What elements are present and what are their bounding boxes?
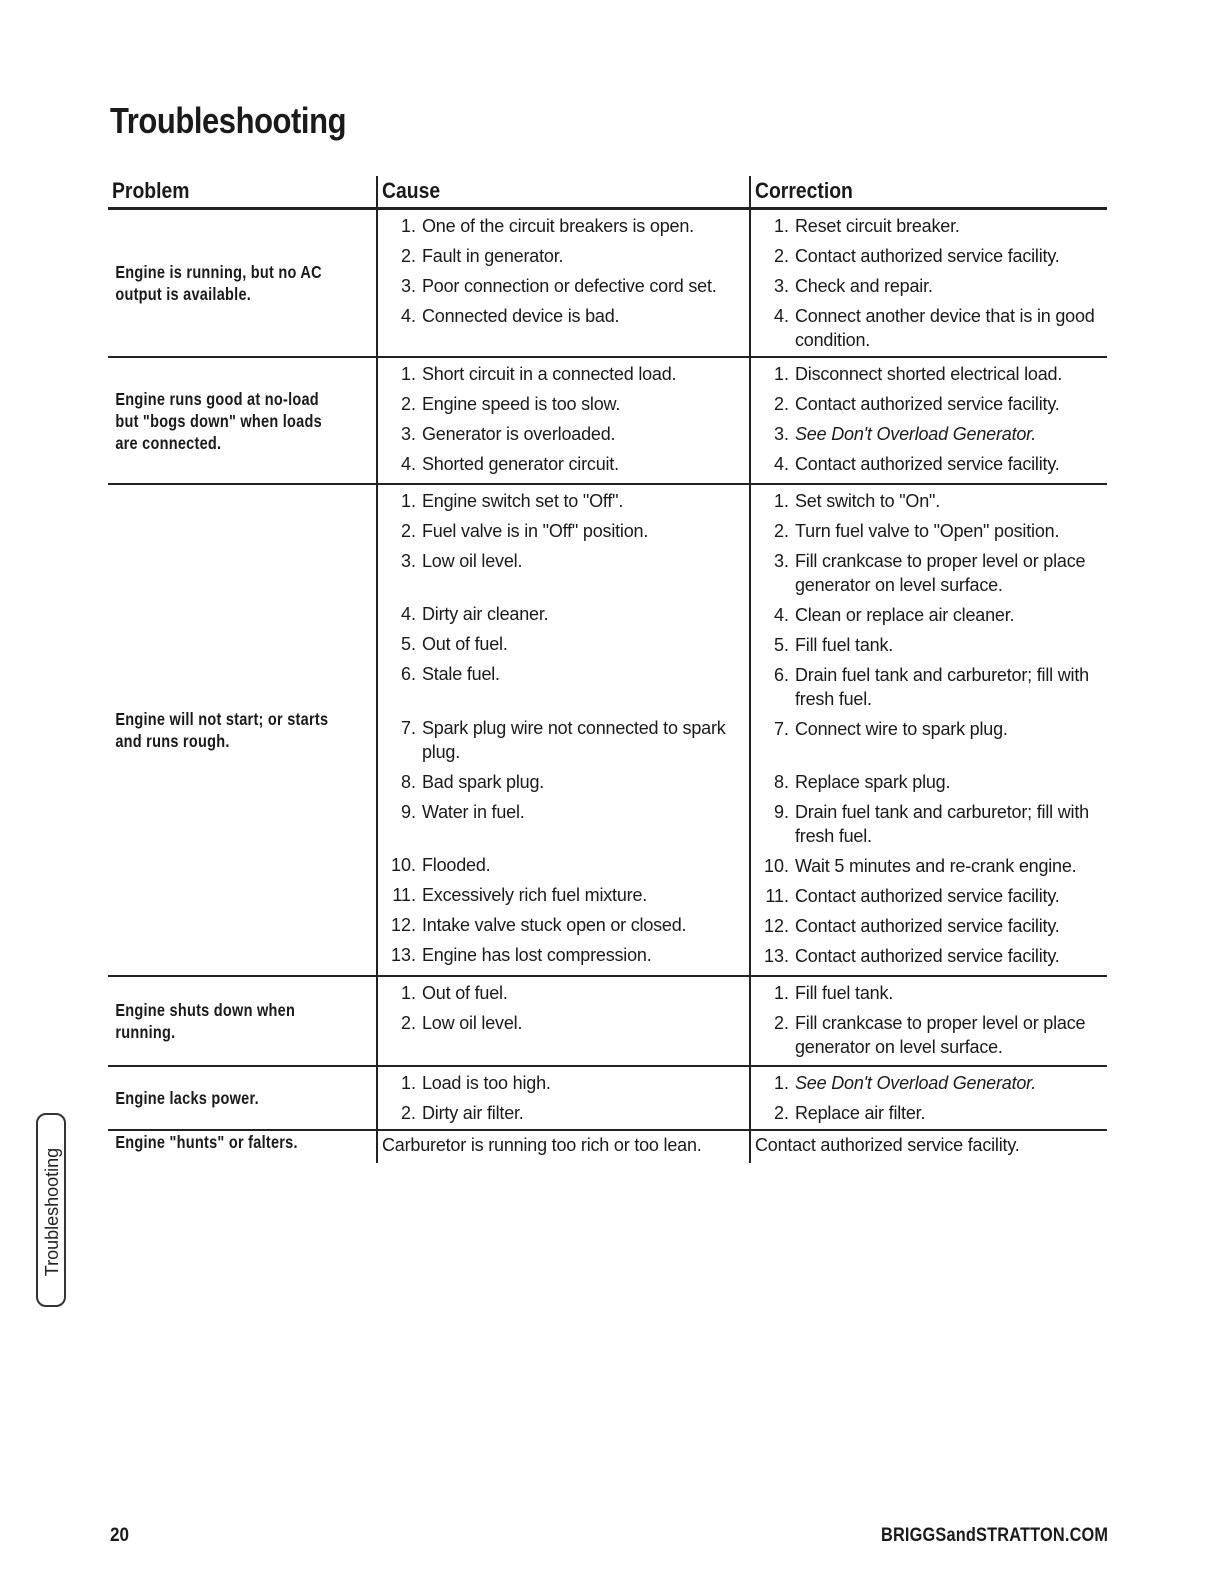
list-item: 5. Fill fuel tank. [773,635,894,655]
list-item: 2. Fuel valve is in "Off" position. [400,521,649,541]
list-item: 2. Contact authorized service facility. [773,246,1060,266]
list-item: 1. Fill fuel tank. [773,983,894,1003]
list-item: 12. Intake valve stuck open or closed. [390,915,687,935]
correction-list [749,358,1107,483]
table-row [108,1131,1107,1163]
list-item: 4. Shorted generator circuit. [400,454,619,474]
table-row [108,210,1107,358]
list-item: 13. Engine has lost compression. [390,945,652,965]
cause-list [376,210,749,356]
list-item: 4. Dirty air cleaner. [400,604,549,624]
list-item: 4. Clean or replace air cleaner. [773,605,1015,625]
list-item: 11. Contact authorized service facility. [765,886,1060,906]
cause-text: Carburetor is running too rich or too lean. [382,1135,702,1155]
list-item: 13. Contact authorized service facility. [763,946,1060,966]
list-item: 6. Drain fuel tank and carburetor; fill with fresh fuel. [773,665,1089,709]
list-item: 9. Drain fuel tank and carburetor; fill with fresh fuel. [773,802,1089,846]
list-item: 2. Low oil level. [400,1013,523,1033]
correction-list [749,210,1107,356]
side-tab-label: Troubleshooting [42,1147,62,1277]
list-item: 2. Engine speed is too slow. [400,394,621,414]
list-item: 1. Disconnect shorted electrical load. [773,364,1063,384]
table-row [108,485,1107,977]
header-problem: Problem [112,178,190,203]
problem-text: Engine is running, but no AC output is available. [115,262,322,304]
list-item: 11. Excessively rich fuel mixture. [392,885,648,905]
list-item: 1. Load is too high. [400,1073,551,1093]
header-correction: Correction [755,178,853,203]
list-item: 3. See Don't Overload Generator. [773,424,1037,444]
list-item: 12. Contact authorized service facility. [763,916,1060,936]
list-item: 3. Low oil level. [400,551,523,571]
website-footer: BRIGGSandSTRATTON.COM [880,1525,1108,1546]
list-item: 10. Flooded. [390,855,491,875]
section-side-tab [36,1113,66,1307]
list-item: 7. Connect wire to spark plug. [773,719,1008,739]
list-item: 1. Set switch to "On". [773,491,941,511]
cause-list [376,977,749,1065]
list-item: 2. Replace air filter. [773,1103,926,1123]
list-item: 3. Poor connection or defective cord set. [400,276,717,296]
list-item: 9. Water in fuel. [400,802,525,822]
list-item: 3. Check and repair. [773,276,933,296]
table-row [108,1067,1107,1131]
cause-list [376,485,749,975]
list-item: 4. Connect another device that is in good condition. [773,306,1095,350]
list-item: 4. Contact authorized service facility. [773,454,1060,474]
problem-text: Engine lacks power. [115,1088,259,1108]
list-item: 5. Out of fuel. [400,634,508,654]
troubleshooting-table [108,176,1107,1163]
header-cause: Cause [382,178,441,203]
list-item: 2. Dirty air filter. [400,1103,524,1123]
list-item: 8. Bad spark plug. [400,772,545,792]
cause-list [376,358,749,483]
list-item: 3. Generator is overloaded. [400,424,616,444]
list-item: 1. One of the circuit breakers is open. [400,216,694,236]
problem-text: Engine runs good at no-load but "bogs down" when loads are connected. [115,388,322,453]
page-title: Troubleshooting [110,100,347,141]
list-item: 3. Fill crankcase to proper level or place generator on level surface. [773,551,1086,595]
list-item: 2. Fill crankcase to proper level or place generator on level surface. [773,1013,1086,1057]
list-item: 6. Stale fuel. [400,664,500,684]
problem-text: Engine shuts down when running. [115,1000,296,1042]
list-item: 7. Spark plug wire not connected to spark plug. [400,718,726,762]
list-item: 2. Turn fuel valve to "Open" position. [773,521,1060,541]
page-number: 20 [110,1525,130,1546]
correction-list [749,1067,1107,1129]
correction-list [749,485,1107,975]
problem-text: Engine "hunts" or falters. [115,1132,298,1152]
correction-list [749,977,1107,1065]
table-header [108,176,1107,210]
table-row [108,358,1107,485]
list-item: 1. Short circuit in a connected load. [400,364,677,384]
list-item: 2. Fault in generator. [400,246,564,266]
list-item: 4. Connected device is bad. [400,306,620,326]
correction-text: Contact authorized service facility. [755,1135,1020,1155]
table-row [108,977,1107,1067]
list-item: 1. Out of fuel. [400,983,508,1003]
list-item: 8. Replace spark plug. [773,772,951,792]
cause-list [376,1067,749,1129]
list-item: 10. Wait 5 minutes and re-crank engine. [763,856,1077,876]
list-item: 2. Contact authorized service facility. [773,394,1060,414]
problem-text: Engine will not start; or starts and runs rough. [115,709,329,751]
list-item: 1. Engine switch set to "Off". [400,491,624,511]
list-item: 1. Reset circuit breaker. [773,216,960,236]
list-item: 1. See Don't Overload Generator. [773,1073,1037,1093]
